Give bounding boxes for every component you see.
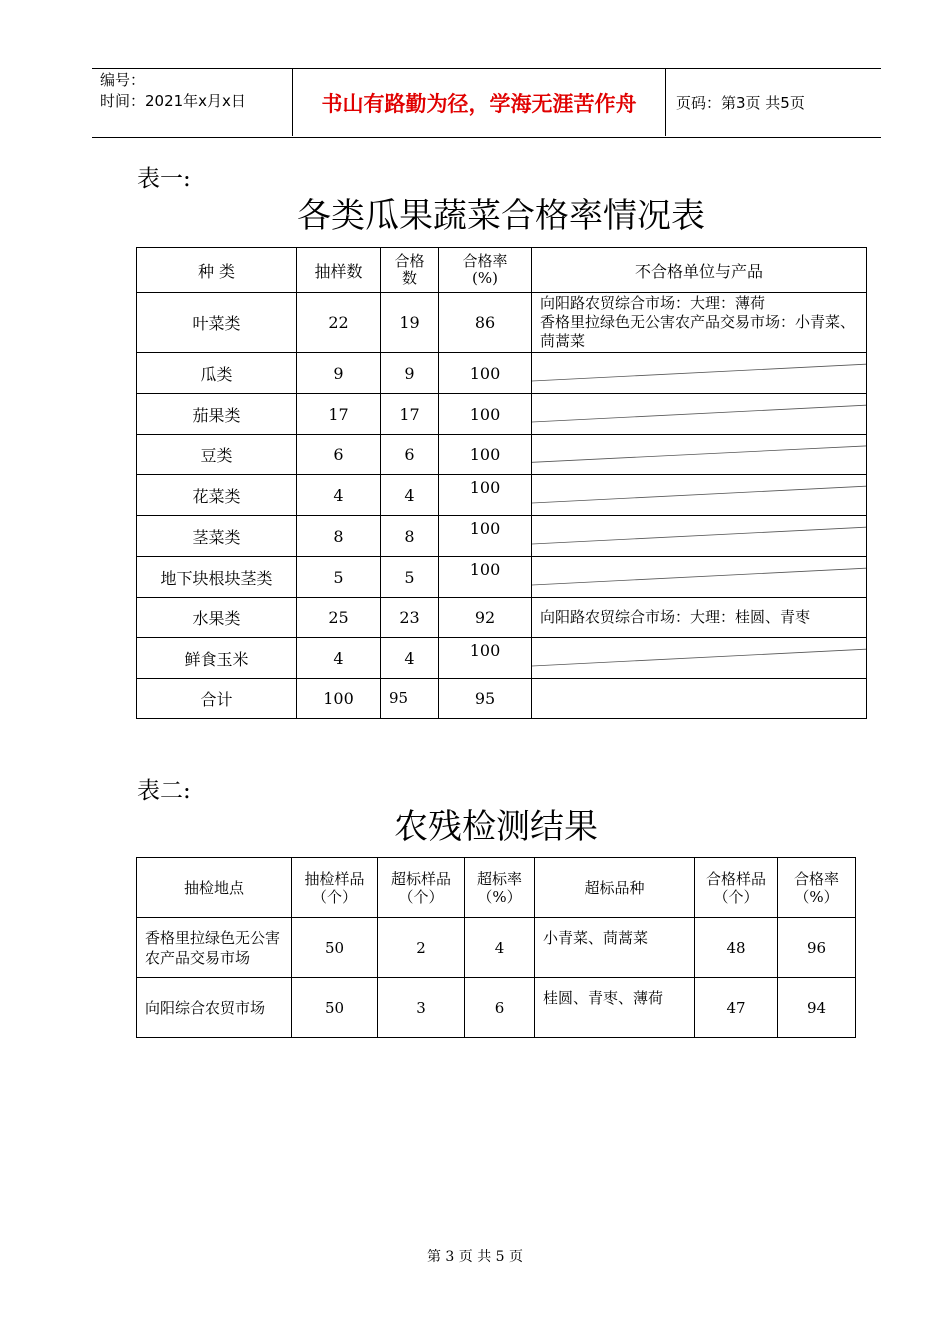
sampled-cell: 8 (297, 516, 381, 557)
passed-cell: 95 (381, 679, 439, 719)
empty-slash-line (532, 435, 866, 474)
table-row (137, 598, 867, 638)
header-divider (665, 68, 666, 136)
rate-cell: 100 (439, 475, 532, 516)
table-row (137, 475, 867, 516)
failed-units-cell (532, 435, 867, 475)
failed-units-cell (532, 475, 867, 516)
category-cell: 合计 (137, 679, 297, 719)
empty-slash-line (532, 557, 866, 597)
exceeded-cell: 2 (378, 918, 465, 978)
failed-units-cell (532, 679, 867, 719)
table-header-row (137, 248, 867, 293)
time-label: 时间：2021年x月x日 (100, 92, 246, 110)
passed-cell: 17 (381, 394, 439, 435)
sampled-cell: 25 (297, 598, 381, 638)
rate-cell: 95 (439, 679, 532, 719)
table-header-row (137, 858, 856, 918)
sampled-cell: 5 (297, 557, 381, 598)
serial-label: 编号： (100, 71, 146, 89)
passed-cell: 23 (381, 598, 439, 638)
table-row (137, 978, 856, 1038)
qualified-cell: 48 (695, 918, 778, 978)
header-cell: 抽检样品（个） (292, 858, 378, 918)
failed-units-cell (532, 353, 867, 394)
exceeded-cell: 3 (378, 978, 465, 1038)
failed-units-cell (532, 516, 867, 557)
category-cell: 鲜食玉米 (137, 638, 297, 679)
header-cell: 合格率(%) (439, 248, 532, 293)
passed-cell: 4 (381, 638, 439, 679)
table-row (137, 638, 867, 679)
rate-cell: 100 (439, 394, 532, 435)
table-row (137, 353, 867, 394)
header-cell: 合格率（%） (778, 858, 856, 918)
category-cell: 地下块根块茎类 (137, 557, 297, 598)
rate-cell: 86 (439, 293, 532, 353)
header-meta (100, 70, 246, 112)
sampled-cell: 17 (297, 394, 381, 435)
failed-units-cell (532, 638, 867, 679)
sampled-cell: 22 (297, 293, 381, 353)
header-cell: 超标品种 (535, 858, 695, 918)
quality-rate-table (136, 247, 867, 719)
table2-label: 表二: (137, 778, 191, 804)
table-row (137, 557, 867, 598)
exceed-rate-cell: 4 (465, 918, 535, 978)
passed-cell: 6 (381, 435, 439, 475)
category-cell: 茄果类 (137, 394, 297, 435)
sampled-cell: 4 (297, 638, 381, 679)
rate-cell: 100 (439, 516, 532, 557)
table-row (137, 679, 867, 719)
header-cell: 合格数 (381, 248, 439, 293)
sampled-cell: 6 (297, 435, 381, 475)
rate-cell: 100 (439, 638, 532, 679)
empty-slash-line (532, 353, 866, 393)
category-cell: 叶菜类 (137, 293, 297, 353)
header-page-info: 页码：第3页 共5页 (676, 94, 805, 112)
failed-units-cell (532, 557, 867, 598)
passed-cell: 4 (381, 475, 439, 516)
table1-label: 表一: (137, 166, 191, 192)
empty-slash-line (532, 394, 866, 434)
page-footer: 第 3 页 共 5 页 (426, 1249, 524, 1265)
rate-cell: 100 (439, 435, 532, 475)
failed-units-cell: 向阳路农贸综合市场：大理：桂圆、青枣 (532, 598, 867, 638)
qualified-rate-cell: 94 (778, 978, 856, 1038)
location-cell: 向阳综合农贸市场 (137, 978, 292, 1038)
header-cell: 抽样数 (297, 248, 381, 293)
location-cell: 香格里拉绿色无公害农产品交易市场 (137, 918, 292, 978)
rate-cell: 100 (439, 353, 532, 394)
failed-units-cell: 向阳路农贸综合市场：大理：薄荷 香格里拉绿色无公害农产品交易市场：小青菜、茼蒿菜 (532, 293, 867, 353)
header-cell: 不合格单位与产品 (532, 248, 867, 293)
table-row (137, 394, 867, 435)
qualified-rate-cell: 96 (778, 918, 856, 978)
sampled-cell: 50 (292, 978, 378, 1038)
table-row (137, 293, 867, 353)
category-cell: 花菜类 (137, 475, 297, 516)
category-cell: 瓜类 (137, 353, 297, 394)
sampled-cell: 50 (292, 918, 378, 978)
header-cell: 抽检地点 (137, 858, 292, 918)
header-cell: 种 类 (137, 248, 297, 293)
table-row (137, 435, 867, 475)
sampled-cell: 4 (297, 475, 381, 516)
varieties-cell: 小青菜、茼蒿菜 (535, 918, 695, 978)
header-cell: 超标样品（个） (378, 858, 465, 918)
category-cell: 水果类 (137, 598, 297, 638)
empty-slash-line (532, 638, 866, 678)
qualified-cell: 47 (695, 978, 778, 1038)
sampled-cell: 100 (297, 679, 381, 719)
passed-cell: 8 (381, 516, 439, 557)
rate-cell: 100 (439, 557, 532, 598)
header-cell: 超标率（%） (465, 858, 535, 918)
category-cell: 豆类 (137, 435, 297, 475)
varieties-cell: 桂圆、青枣、薄荷 (535, 978, 695, 1038)
passed-cell: 19 (381, 293, 439, 353)
category-cell: 茎菜类 (137, 516, 297, 557)
passed-cell: 5 (381, 557, 439, 598)
rate-cell: 92 (439, 598, 532, 638)
table-row (137, 918, 856, 978)
header-cell: 合格样品（个） (695, 858, 778, 918)
passed-cell: 9 (381, 353, 439, 394)
header-motto: 书山有路勤为径，学海无涯苦作舟 (321, 92, 637, 116)
empty-slash-line (532, 516, 866, 556)
empty-slash-line (532, 475, 866, 515)
table-row (137, 516, 867, 557)
table2-title: 农残检测结果 (394, 807, 598, 847)
exceed-rate-cell: 6 (465, 978, 535, 1038)
failed-units-cell (532, 394, 867, 435)
pesticide-residue-table (136, 857, 856, 1038)
table1-title: 各类瓜果蔬菜合格率情况表 (297, 196, 705, 236)
sampled-cell: 9 (297, 353, 381, 394)
